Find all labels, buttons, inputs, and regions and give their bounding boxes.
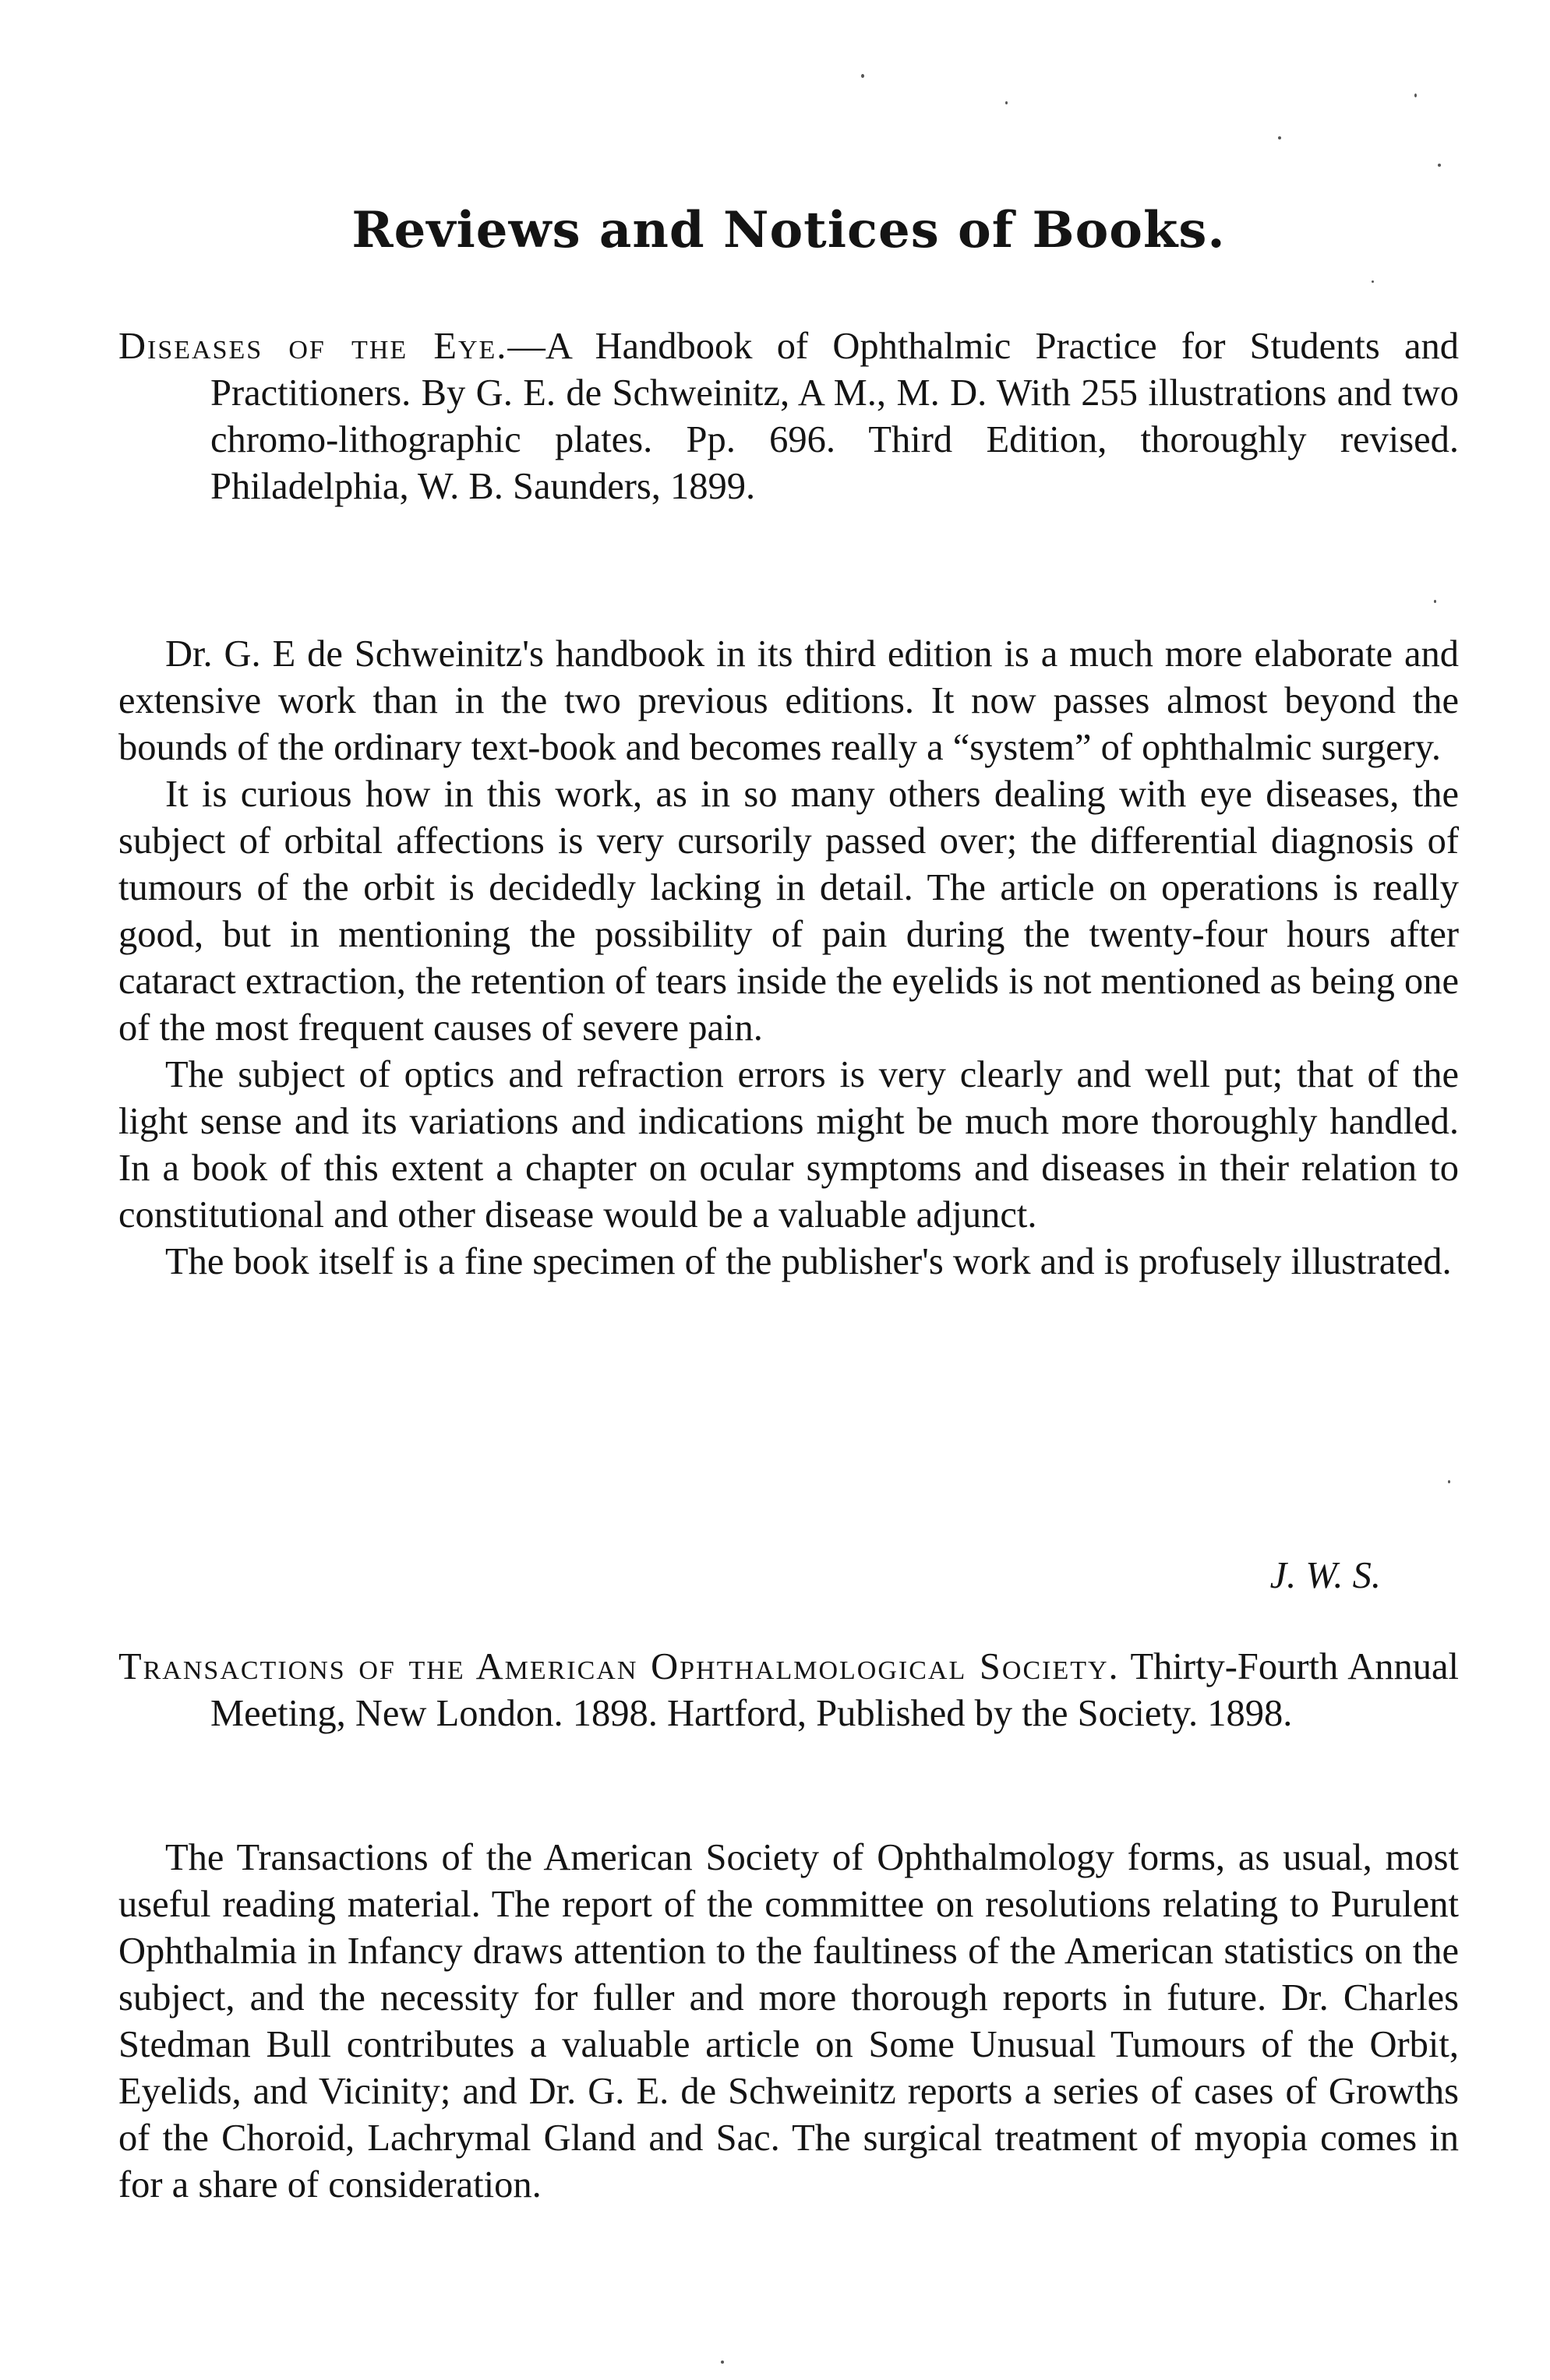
review-paragraph: The Transactions of the American Society of Ophthalmology forms, as usual, most useful reading material. The report of the committee on resolutions relating to Purulent Ophthalmia in Infancy draws attention to the faultiness of the American statistics on the subject, and the necessity for fuller and more thorough reports in future. Dr. Charles Stedman Bull contributes a valuable article on Some Unusual Tumours of the Orbit, Eyelids, and Vicinity; and Dr. G. E. de Schweinitz reports a series of cases of Growths of the Choroid, Lachrymal Gland and Sac. The surgical treatment of myopia comes in for a share of consideration.: [118, 1837, 1459, 2205]
print-speck: [721, 2361, 724, 2364]
print-speck: [1434, 600, 1436, 603]
review-1-header: [118, 323, 1459, 510]
review-2-header: [118, 1644, 1459, 1737]
review-paragraph: The subject of optics and refraction errors is very clearly and well put; that of the light sense and its variations and indications might be much more thoroughly handled. In a book of this extent a chapter on ocular symptoms and diseases in their relation to constitutional and other disease would be a valuable adjunct.: [118, 1054, 1459, 1236]
book-title: Transactions of the American Ophthalmological Society.: [118, 1646, 1120, 1687]
book-citation: [118, 323, 1459, 510]
review-paragraph: It is curious how in this work, as in so many others dealing with eye diseases, the subject of orbital affections is very cursorily passed over; the differential diagnosis of tumours of the orbit is decidedly lacking in detail. The article on operations is really good, but in mentioning the possibility of pain during the twenty-four hours after cataract extraction, the retention of tears inside the eyelids is not mentioned as being one of the most frequent causes of severe pain.: [118, 774, 1459, 1049]
print-speck: [1372, 280, 1374, 283]
book-details: Thirty-Fourth Annual Meeting, New London. 1898. Hartford, Published by the Society. 1898.: [210, 1646, 1460, 1734]
print-speck: [1438, 164, 1441, 167]
book-citation: [118, 1644, 1459, 1737]
page: [118, 0, 1459, 2380]
book-title: Diseases of the Eye.: [118, 326, 508, 367]
print-speck: [1005, 101, 1008, 104]
review-2-body: [118, 1835, 1459, 2209]
section-heading: Reviews and Notices of Books.: [351, 201, 1226, 259]
book-details: —A Handbook of Ophthalmic Practice for Students and Practitioners. By G. E. de Schweinitz, A M., M. D. With 255 illustrations and two chromo-lithographic plates. Pp. 696. Third Edition, thoroughly revised. Philadelphia, W. B. Saunders, 1899.: [210, 326, 1459, 507]
review-paragraph: The book itself is a fine specimen of the publisher's work and is profusely illustrated.: [165, 1241, 1452, 1282]
review-1-body: [118, 631, 1459, 1285]
review-paragraph: Dr. G. E de Schweinitz's handbook in its third edition is a much more elaborate and extensive work than in the two previous editions. It now passes almost beyond the bounds of the ordinary text-book and becomes really a “system” of ophthalmic surgery.: [118, 633, 1459, 768]
print-speck: [861, 74, 864, 78]
print-speck: [1448, 1480, 1450, 1483]
print-speck: [1414, 93, 1417, 97]
reviewer-signature: J. W. S.: [1269, 1555, 1381, 1596]
print-speck: [1278, 136, 1281, 139]
